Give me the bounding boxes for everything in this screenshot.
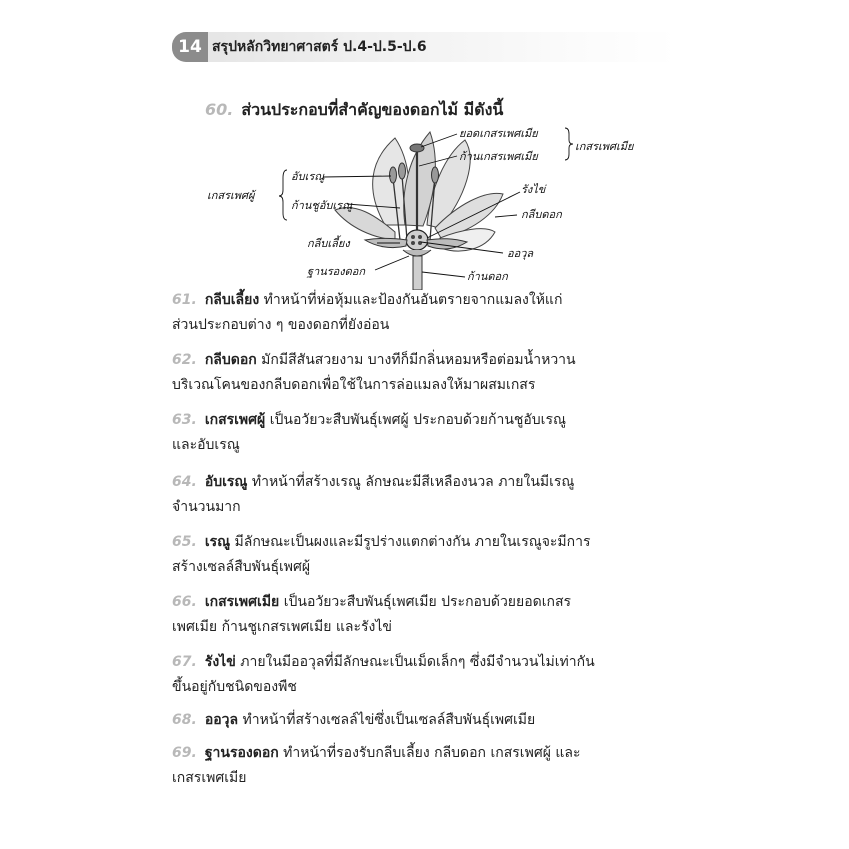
label-receptacle: ฐานรองดอก: [307, 265, 366, 278]
book-title: สรุปหลักวิทยาศาสตร์ ป.4-ป.5-ป.6: [212, 39, 427, 55]
label-sepal: กลีบเลี้ยง: [307, 237, 350, 250]
list-item: 68. ออวุล ทำหน้าที่สร้างเซลล์ไข่ซึ่งเป็นเซลล์สืบพันธุ์เพศเมีย: [172, 712, 536, 728]
label-pistil: เกสรเพศเมีย: [575, 140, 634, 153]
label-pedicel: ก้านดอก: [467, 270, 508, 283]
label-ovary: รังไข่: [521, 183, 546, 196]
list-item: 63. เกสรเพศผู้ เป็นอวัยวะสืบพันธุ์เพศผู้ ประกอบด้วยก้านชูอับเรณู และอับเรณู: [172, 412, 566, 453]
list-item: 64. อับเรณู ทำหน้าที่สร้างเรณู ลักษณะมีสีเหลืองนวล ภายในมีเรณู จำนวนมาก: [172, 474, 575, 515]
list-item: 69. ฐานรองดอก ทำหน้าที่รองรับกลีบเลี้ยง กลีบดอก เกสรเพศผู้ และ เกสรเพศเมีย: [172, 745, 581, 786]
page-number: 14: [172, 32, 208, 62]
label-ovule: ออวุล: [507, 247, 534, 260]
label-anther: อับเรณู: [291, 170, 325, 183]
label-stigma: ยอดเกสรเพศเมีย: [459, 127, 538, 140]
list-item: 65. เรณู มีลักษณะเป็นผงและมีรูปร่างแตกต่างกัน ภายในเรณูจะมีการ สร้างเซลล์สืบพันธุ์เพศผู้: [172, 534, 591, 575]
label-stamen: เกสรเพศผู้: [207, 189, 255, 202]
label-filament: ก้านชูอับเรณู: [291, 199, 353, 212]
label-style: ก้านเกสรเพศเมีย: [459, 150, 538, 163]
flower-diagram: [195, 120, 665, 290]
page-header: [172, 32, 677, 62]
question-number: 60.: [205, 100, 234, 119]
list-item: 61. กลีบเลี้ยง ทำหน้าที่ห่อหุ้มและป้องกันอันตรายจากแมลงให้แก่ ส่วนประกอบต่าง ๆ ของดอกที่ยังอ่อน: [172, 292, 563, 333]
list-item: 67. รังไข่ ภายในมีออวุลที่มีลักษณะเป็นเม็ดเล็กๆ ซึ่งมีจำนวนไม่เท่ากัน ขึ้นอยู่กับชนิดของพืช: [172, 654, 595, 695]
list-item: 66. เกสรเพศเมีย เป็นอวัยวะสืบพันธุ์เพศเมีย ประกอบด้วยยอดเกสร เพศเมีย ก้านชูเกสรเพศเมีย และรังไข่: [172, 594, 572, 635]
question-title: ส่วนประกอบที่สำคัญของดอกไม้ มีดังนี้: [241, 100, 504, 119]
label-petal: กลีบดอก: [521, 208, 562, 221]
list-item: 62. กลีบดอก มักมีสีสันสวยงาม บางทีก็มีกลิ่นหอมหรือต่อมน้ำหวาน บริเวณโคนของกลีบดอกเพื่อใช้ในการล่อแมลงให้มาผสมเกสร: [172, 352, 576, 393]
